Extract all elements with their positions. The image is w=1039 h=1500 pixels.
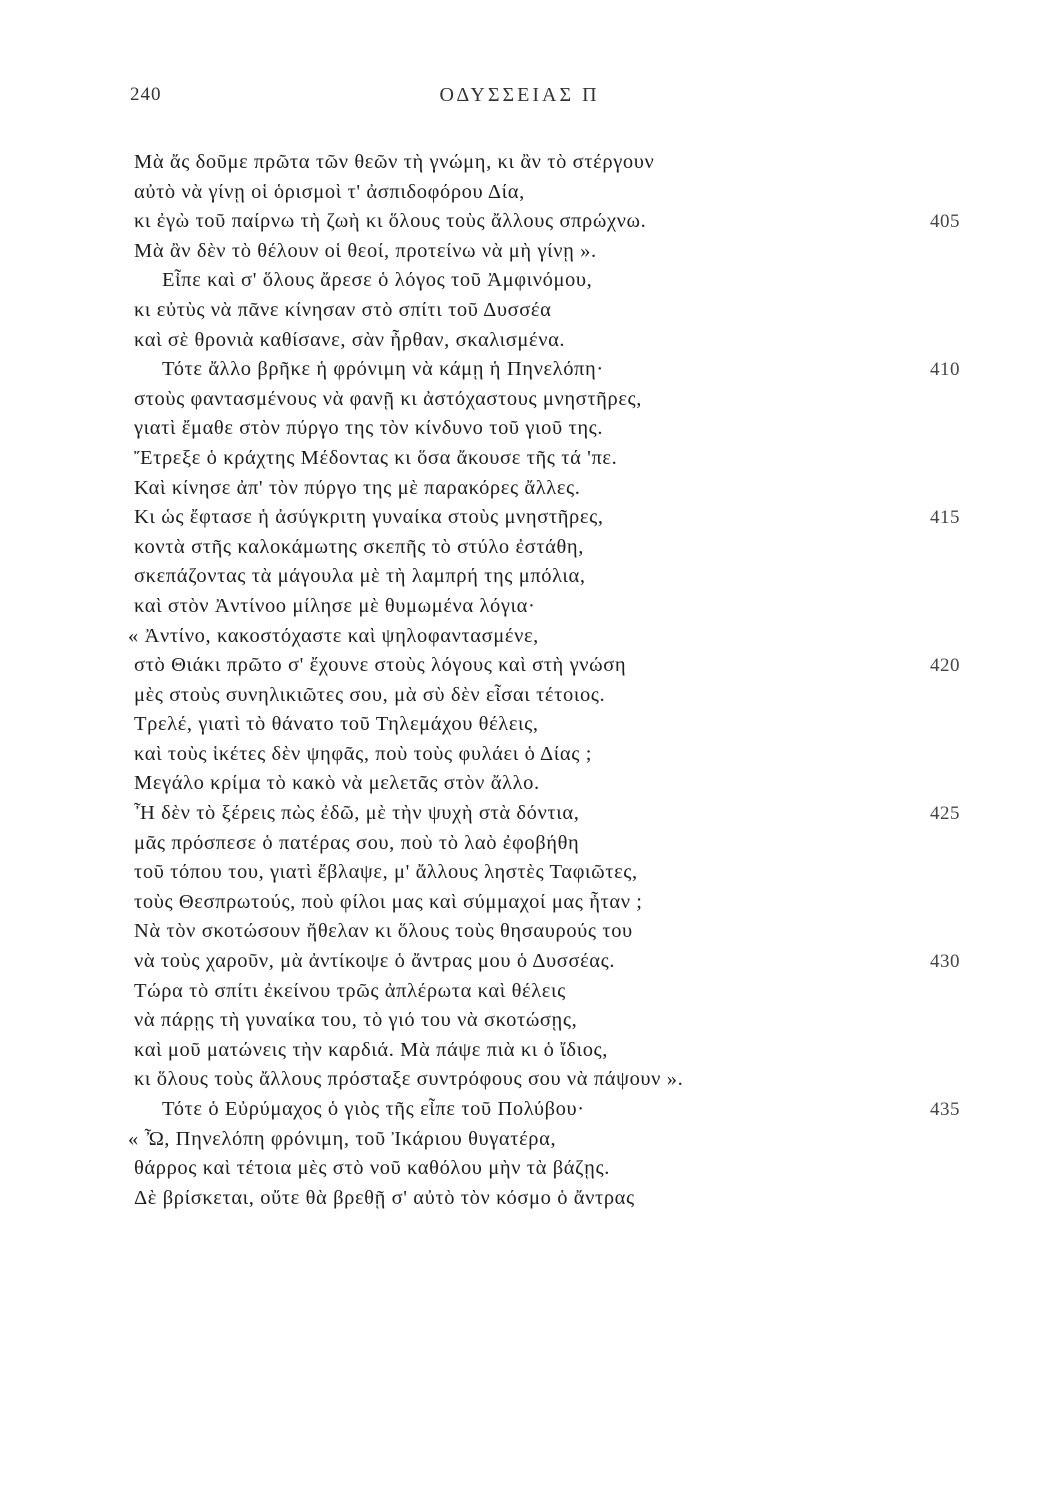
verse-text: Τρελέ, γιατὶ τὸ θάνατο τοῦ Τηλεμάχου θέλεις,	[134, 713, 539, 736]
verse-line	[0, 769, 1039, 799]
verse-line	[0, 888, 1039, 918]
verse-line	[0, 178, 1039, 208]
line-number: 415	[930, 507, 960, 529]
verse-text: στὸ Θιάκι πρῶτο σ' ἔχουνε στοὺς λόγους καὶ στὴ γνώση	[134, 654, 627, 677]
verse-line	[0, 977, 1039, 1007]
line-number: 410	[930, 359, 960, 381]
verse-text: καὶ μοῦ ματώνεις τὴν καρδιά. Μὰ πάψε πιὰ κι ὁ ἴδιος,	[134, 1038, 608, 1061]
verse-text: Τότε ὁ Εὐρύμαχος ὁ γιὸς τῆς εἶπε τοῦ Πολύβου·	[162, 1098, 585, 1120]
verse-line	[0, 1125, 1039, 1155]
verse-block	[0, 148, 1039, 1213]
verse-text: Εἶπε καὶ σ' ὅλους ἄρεσε ὁ λόγος τοῦ Ἀμφινόμου,	[162, 269, 593, 292]
verse-text: « Ἀντίνο, κακοστόχαστε καὶ ψηλοφαντασμένε,	[128, 624, 539, 647]
verse-text: Μεγάλο κρίμα τὸ κακὸ νὰ μελετᾶς στὸν ἄλλο.	[134, 772, 540, 795]
verse-text: Ἔτρεξε ὁ κράχτης Μέδοντας κι ὅσα ἄκουσε τῆς τά 'πε.	[134, 446, 618, 469]
verse-text: καὶ σὲ θρονιὰ καθίσανε, σὰν ἦρθαν, σκαλισμένα.	[134, 328, 566, 351]
verse-text: κοντὰ στῆς καλοκάμωτης σκεπῆς τὸ στύλο ἐστάθη,	[134, 535, 584, 558]
page-number: 240	[130, 84, 162, 105]
verse-text: Ἦ δὲν τὸ ξέρεις πὼς ἐδῶ, μὲ τὴν ψυχὴ στὰ δόντια,	[134, 802, 580, 825]
verse-text: σκεπάζοντας τὰ μάγουλα μὲ τὴ λαμπρή της μπόλια,	[134, 565, 586, 588]
verse-line	[0, 562, 1039, 592]
verse-line	[0, 1184, 1039, 1214]
verse-text: καὶ τοὺς ἱκέτες δὲν ψηφᾶς, ποὺ τοὺς φυλάει ὁ Δίας ;	[134, 742, 592, 765]
verse-line	[0, 1036, 1039, 1066]
page-header	[0, 84, 1039, 114]
verse-text: Τότε ἄλλο βρῆκε ἡ φρόνιμη νὰ κάμῃ ἡ Πηνελόπη·	[162, 358, 604, 381]
verse-line	[0, 947, 1039, 977]
verse-line	[0, 296, 1039, 326]
verse-line	[0, 829, 1039, 859]
verse-line	[0, 326, 1039, 356]
verse-line	[0, 592, 1039, 622]
verse-line	[0, 533, 1039, 563]
running-title: ΟΔΥΣΣΕΙΑΣ Π	[439, 84, 600, 106]
verse-text: θάρρος καὶ τέτοια μὲς στὸ νοῦ καθόλου μὴν τὰ βάζῃς.	[134, 1157, 610, 1180]
verse-text: μᾶς πρόσπεσε ὁ πατέρας σου, ποὺ τὸ λαὸ ἐφοβήθη	[134, 831, 580, 854]
line-number: 405	[930, 211, 960, 233]
verse-text: « Ὦ, Πηνελόπη φρόνιμη, τοῦ Ἰκάριου θυγατέρα,	[128, 1127, 557, 1150]
verse-line	[0, 266, 1039, 296]
verse-line	[0, 917, 1039, 947]
verse-text: καὶ στὸν Ἀντίνοο μίλησε μὲ θυμωμένα λόγια·	[134, 594, 536, 617]
verse-line	[0, 385, 1039, 415]
verse-line	[0, 710, 1039, 740]
verse-line	[0, 1006, 1039, 1036]
verse-line	[0, 207, 1039, 237]
verse-text: τοὺς Θεσπρωτούς, ποὺ φίλοι μας καὶ σύμμαχοί μας ἦταν ;	[134, 890, 643, 913]
verse-line	[0, 474, 1039, 504]
verse-line	[0, 414, 1039, 444]
verse-text: Τώρα τὸ σπίτι ἐκείνου τρῶς ἀπλέρωτα καὶ θέλεις	[134, 979, 566, 1002]
verse-text: νὰ πάρῃς τὴ γυναίκα του, τὸ γιό του νὰ σκοτώσῃς,	[134, 1009, 578, 1032]
verse-line	[0, 651, 1039, 681]
verse-line	[0, 858, 1039, 888]
verse-line	[0, 799, 1039, 829]
verse-text: γιατὶ ἔμαθε στὸν πύργο της τὸν κίνδυνο τοῦ γιοῦ της.	[134, 417, 604, 440]
verse-line	[0, 503, 1039, 533]
verse-line	[0, 148, 1039, 178]
verse-text: στοὺς φαντασμένους νὰ φανῇ κι ἀστόχαστους μνηστῆρες,	[134, 387, 642, 410]
verse-line	[0, 1095, 1039, 1125]
verse-text: Μὰ ἂν δὲν τὸ θέλουν οἱ θεοί, προτείνω νὰ μὴ γίνῃ ».	[134, 239, 597, 262]
line-number: 435	[930, 1099, 960, 1120]
verse-text: μὲς στοὺς συνηλικιῶτες σου, μὰ σὺ δὲν εἶσαι τέτοιος.	[134, 683, 606, 706]
line-number: 425	[930, 803, 960, 825]
verse-line	[0, 237, 1039, 267]
verse-text: κι ἐγὼ τοῦ παίρνω τὴ ζωὴ κι ὅλους τοὺς ἄλλους σπρώχνω.	[134, 210, 647, 233]
verse-text: Καὶ κίνησε ἀπ' τὸν πύργο της μὲ παρακόρες ἄλλες.	[134, 476, 581, 499]
line-number: 430	[930, 951, 960, 973]
verse-text: Μὰ ἄς δοῦμε πρῶτα τῶν θεῶν τὴ γνώμη, κι ἂν τὸ στέργουν	[134, 151, 655, 173]
verse-line	[0, 681, 1039, 711]
verse-line	[0, 740, 1039, 770]
line-number: 420	[930, 655, 960, 677]
verse-text: αὐτὸ νὰ γίνῃ οἱ ὁρισμοὶ τ' ἀσπιδοφόρου Δία,	[134, 180, 525, 203]
verse-text: τοῦ τόπου του, γιατὶ ἔβλαψε, μ' ἄλλους ληστὲς Ταφιῶτες,	[134, 861, 638, 884]
verse-line	[0, 622, 1039, 652]
verse-text: νὰ τοὺς χαροῦν, μὰ ἀντίκοψε ὁ ἄντρας μου ὁ Δυσσέας.	[134, 950, 616, 973]
verse-text: κι ὅλους τοὺς ἄλλους πρόσταξε συντρόφους σου νὰ πάψουν ».	[134, 1068, 684, 1091]
verse-text: Δὲ βρίσκεται, οὔτε θὰ βρεθῇ σ' αὐτὸ τὸν κόσμο ὁ ἄντρας	[134, 1186, 635, 1209]
verse-line	[0, 1065, 1039, 1095]
verse-line	[0, 355, 1039, 385]
verse-text: Κι ὡς ἔφτασε ἡ ἀσύγκριτη γυναίκα στοὺς μνηστῆρες,	[134, 506, 604, 529]
verse-text: Νὰ τὸν σκοτώσουν ἤθελαν κι ὅλους τοὺς θησαυρούς του	[134, 920, 633, 943]
verse-line	[0, 1154, 1039, 1184]
verse-text: κι εὐτὺς νὰ πᾶνε κίνησαν στὸ σπίτι τοῦ Δυσσέα	[134, 298, 552, 321]
verse-line	[0, 444, 1039, 474]
